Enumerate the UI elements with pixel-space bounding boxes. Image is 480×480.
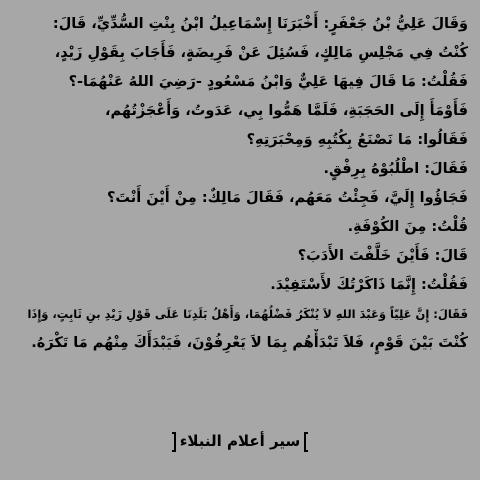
text-line: قَالَ: فَأَيْنَ خَلَّفْتَ الأَدَبَ؟: [297, 248, 468, 264]
bracket-left: [304, 432, 308, 452]
text-line: كُنْتُ فِي مَجْلِسِ مَالِكٍ، فَسُئِلَ عَنْ فَرِيضَةٍ، فَأَجَابَ بِقَوْلِ زَيْدٍ،: [54, 45, 468, 61]
text-line: وَقَالَ عَلِيُّ بْنُ جَعْفَرٍ: أَخْبَرَنَا إِسْمَاعِيلُ ابْنُ بِنْتِ السُّدِّيِّ، قَالَ:: [52, 16, 468, 32]
text-line: قُلْتُ: مِنَ الكُوْفَةِ.: [347, 219, 468, 235]
text-line: فَجَاؤُوا إِلَيَّ، فَجِئْتُ مَعَهُم، فَقَالَ مَالِكٌ: مِنْ أَيْنَ أَنْتَ؟: [107, 190, 468, 206]
source-citation: [0, 430, 480, 452]
text-line: فَقُلْتُ: مَا قَالَ فِيهَا عَلِيٌّ وَابْنُ مَسْعُودٍ -رَضِيَ اللهُ عَنْهُمَا-؟: [68, 74, 468, 90]
text-line: كُنْتَ بَيْنَ قَوْمٍ، فَلاَ تَبْدَأْهُم بِمَا لاَ يَعْرِفُوْنَ، فَيَبْدَأَكَ مِنْهُم مَا تَكْرَهُ.: [31, 335, 468, 351]
source-title: سير أعلام النبلاء: [179, 432, 301, 450]
text-line: فَقُلْتُ: إِنَّمَا ذَاكَرْتُكَ لأَسْتَفِيْدَ.: [270, 277, 468, 293]
text-line: فَأَوْمَأَ إِلَى الحَجَبَةِ، فَلَمَّا هَمُّوا بِي، عَدَوتُ، وَأَعْجَزْتُهُم،: [105, 103, 468, 119]
text-line: فَقَالَ: إِنَّ عَلِيّاً وَعَبْدَ اللهِ لاَ يُنْكَرُ فَضْلُهُمَا، وَأَهْلُ بَلَدِنَا عَلَى قَوْلِ زَيْدِ بنِ ثَابِتٍ، وَإِذَا: [27, 307, 468, 321]
text-line: فَقَالُوا: مَا نَصْنَعُ بِكُتُبِهِ وَمِحْبَرَتِهِ؟: [246, 132, 468, 148]
text-line: فَقَالَ: اطْلُبُوْهُ بِرِفْقٍ.: [323, 161, 468, 177]
